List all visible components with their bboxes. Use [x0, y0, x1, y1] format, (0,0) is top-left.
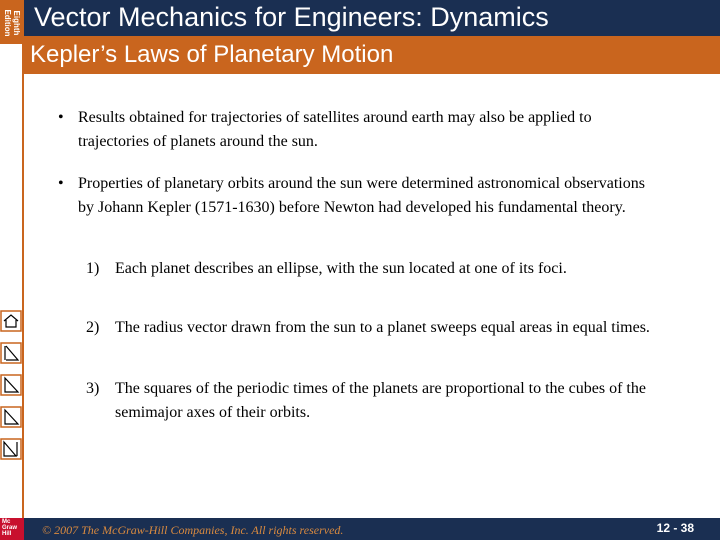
law-item [86, 257, 661, 281]
law-number: 2) [86, 319, 100, 336]
edition-badge [0, 0, 24, 44]
law-text: The squares of the periodic times of the planets are proportional to the cubes of the semimajor axes of their orbits. [115, 380, 646, 421]
law-text: Each planet describes an ellipse, with the sun located at one of its foci. [115, 260, 567, 277]
left-divider [22, 44, 24, 518]
bullet-marker: • [58, 175, 64, 192]
previous-slide-icon[interactable] [0, 374, 22, 396]
page-title: Vector Mechanics for Engineers: Dynamics [34, 2, 549, 32]
bullet-item [58, 106, 658, 154]
bullet-item [58, 172, 658, 220]
bullet-marker: • [58, 109, 64, 126]
page-number: 12 - 38 [656, 521, 694, 535]
edition-label: Eighth Edition [3, 9, 21, 37]
first-slide-icon[interactable] [0, 342, 22, 364]
copyright-text: © 2007 The McGraw-Hill Companies, Inc. All rights reserved. [42, 523, 344, 537]
last-slide-icon[interactable] [0, 438, 22, 460]
bullet-text: Results obtained for trajectories of satellites around earth may also be applied to trajectories of planets around the sun. [78, 109, 592, 150]
law-item [86, 377, 661, 425]
header-bar [24, 0, 720, 36]
footer-bar [24, 518, 720, 540]
law-text: The radius vector drawn from the sun to a planet sweeps equal areas in equal times. [115, 319, 650, 336]
subheader-bar [24, 36, 720, 74]
next-slide-icon[interactable] [0, 406, 22, 428]
law-number: 1) [86, 260, 100, 277]
home-icon[interactable] [0, 310, 22, 332]
mcgraw-hill-logo: Mc Graw Hill [0, 518, 24, 540]
slide-title: Kepler’s Laws of Planetary Motion [30, 41, 394, 68]
bullet-text: Properties of planetary orbits around the sun were determined astronomical observations by Johann Kepler (1571-1630) before Newton had developed his fundamental theory. [78, 175, 645, 216]
law-item [86, 316, 661, 340]
law-number: 3) [86, 380, 100, 397]
